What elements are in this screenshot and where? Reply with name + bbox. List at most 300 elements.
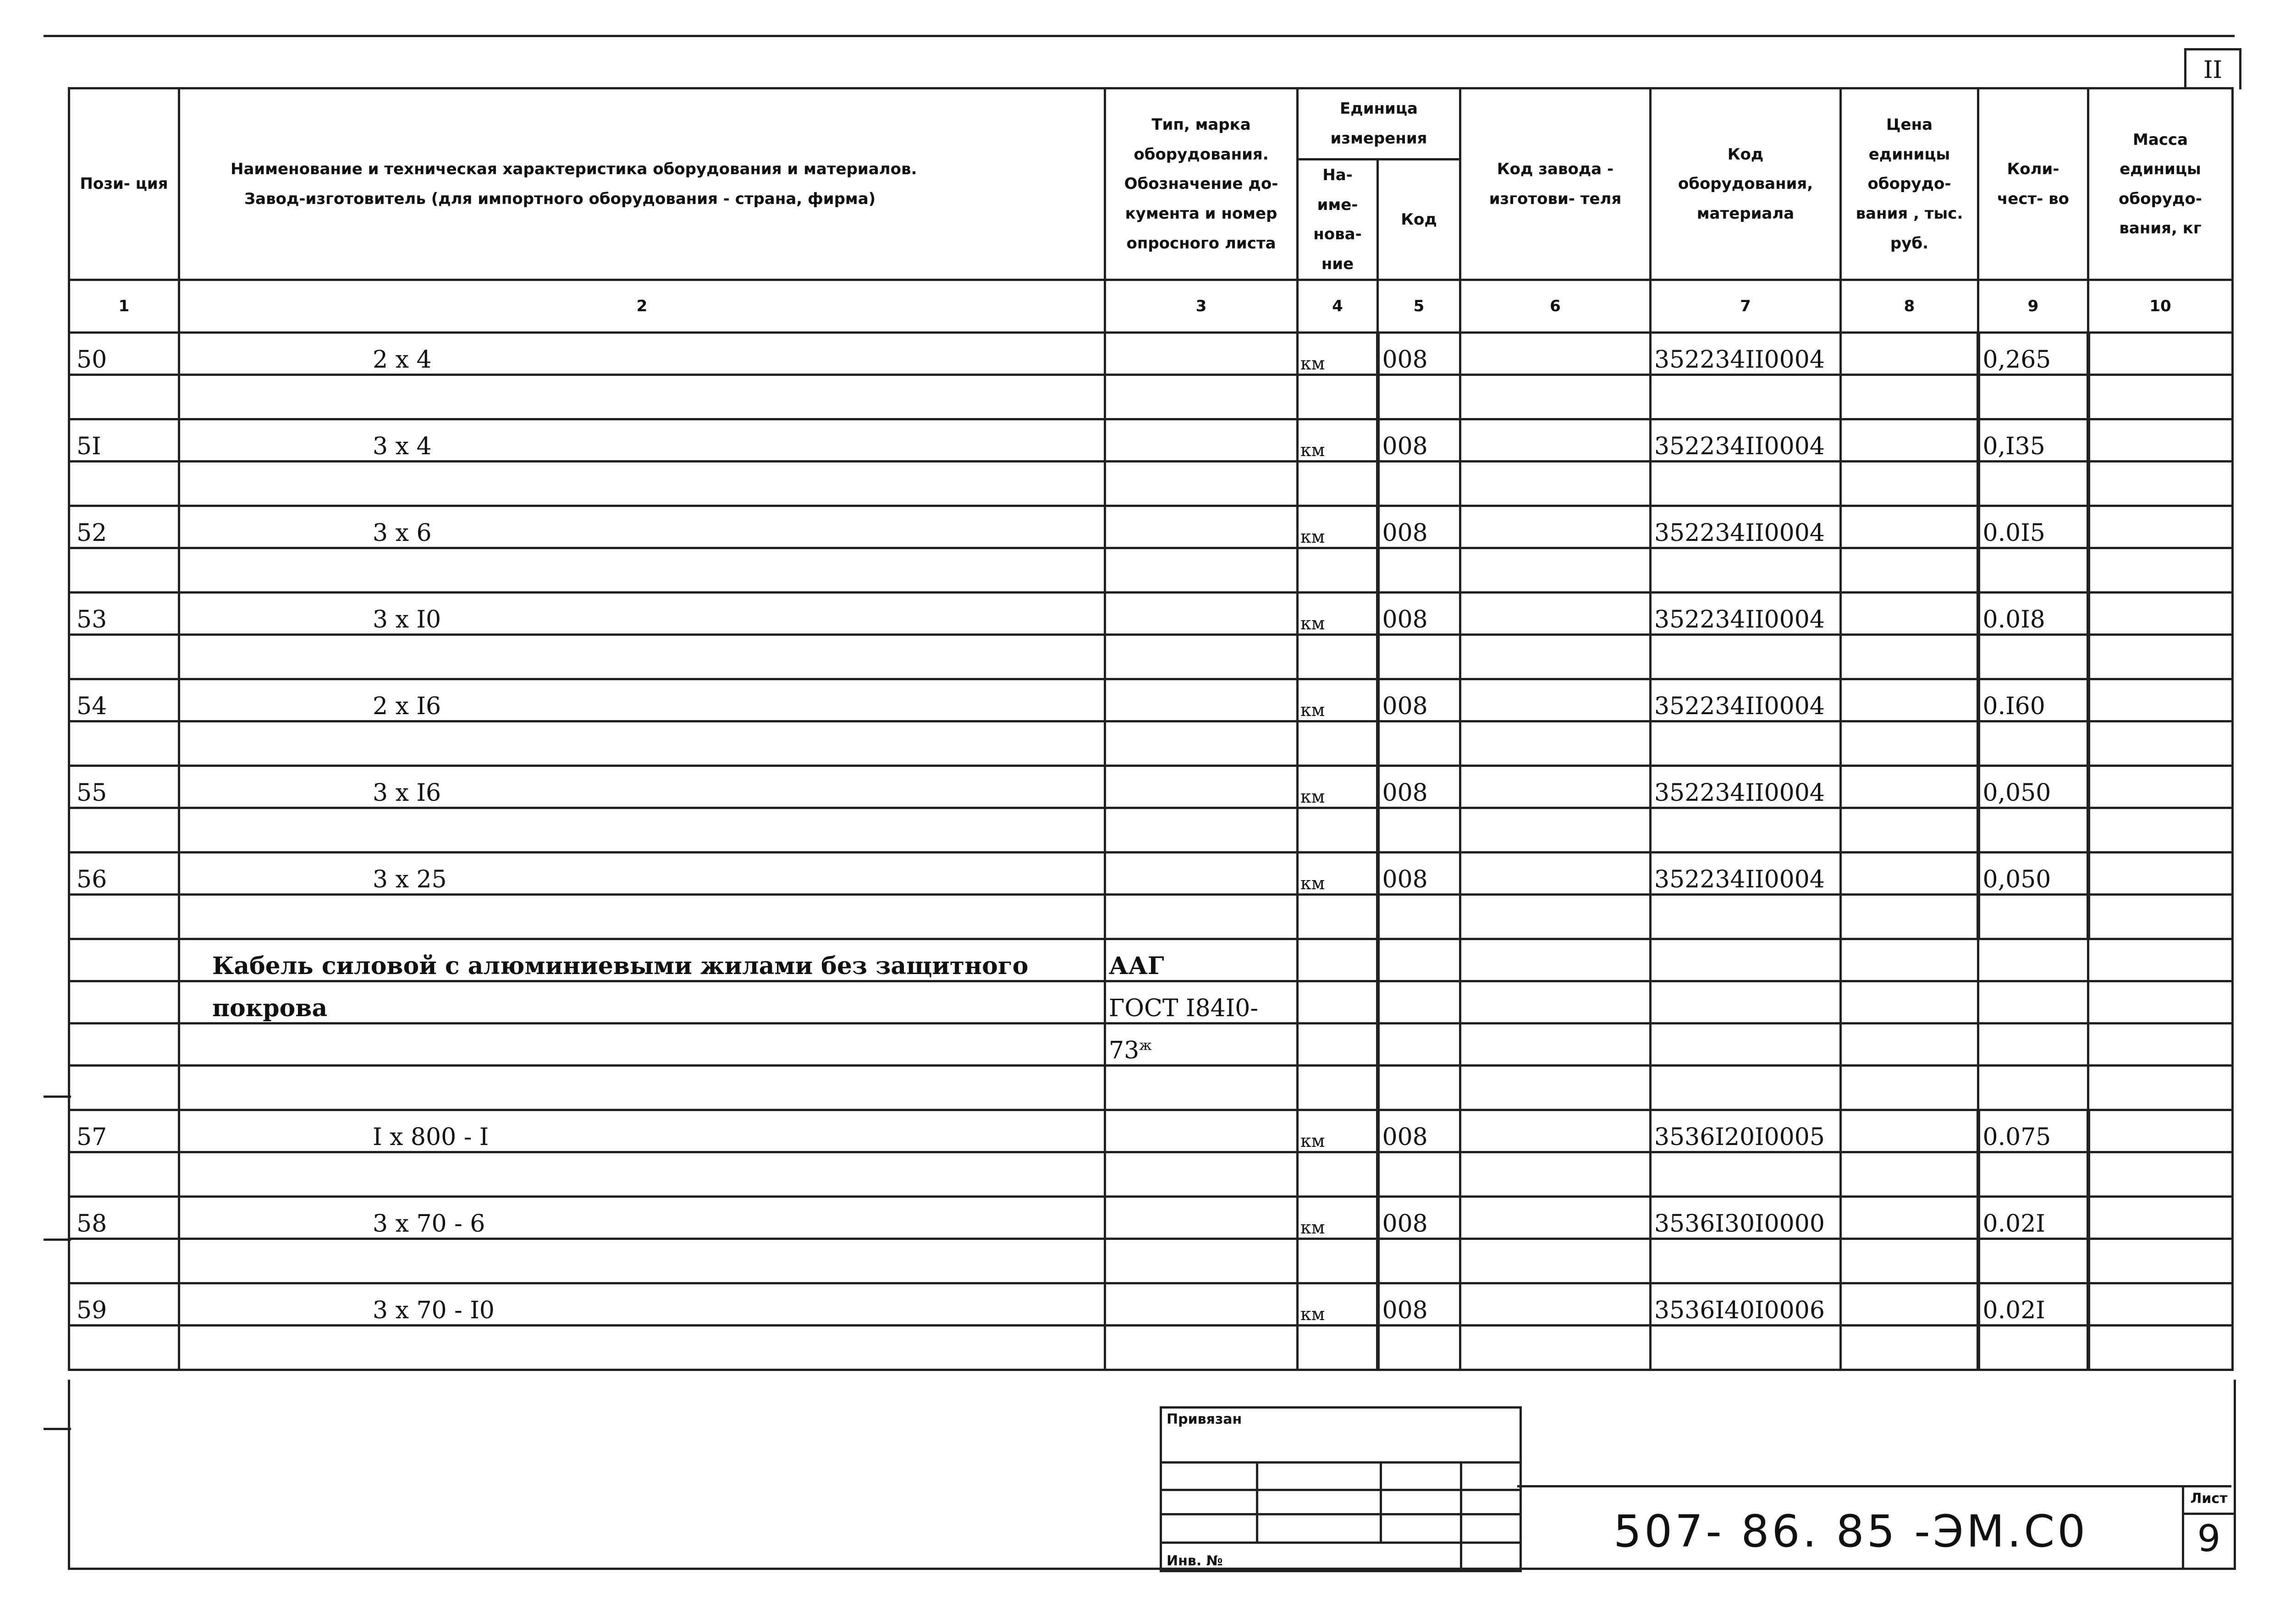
table-cell (2088, 1110, 2233, 1152)
table-cell (69, 1066, 179, 1110)
table-cell (1105, 1110, 1298, 1152)
table-cell (69, 895, 179, 939)
column-number: 2 (179, 280, 1105, 333)
table-cell (1105, 462, 1298, 506)
header-quantity: Коли- чест- во (1978, 88, 2088, 280)
row-size: 3 x 70 - I0 (179, 1283, 1105, 1326)
cable-group-type-line1: ААГ (1105, 939, 1298, 981)
table-cell (1978, 1152, 2088, 1197)
row-unit-name: км (1298, 419, 1378, 462)
table-cell (1841, 853, 1978, 895)
table-row (69, 419, 2233, 462)
table-cell (1841, 593, 1978, 635)
table-cell (1651, 721, 1841, 766)
header-name-line2: Завод-изготовитель (для импортного оборудования - страна, фирма) (244, 189, 876, 208)
row-size: I x 800 - I (179, 1110, 1105, 1152)
row-size: 3 x 6 (179, 506, 1105, 548)
table-cell (1841, 635, 1978, 679)
stamp-bound-label: Привязан (1167, 1411, 1242, 1427)
table-cell (1841, 1110, 1978, 1152)
table-cell (1298, 939, 1378, 981)
column-number: 3 (1105, 280, 1298, 333)
title-block-line (1517, 1485, 2231, 1487)
table-cell (2088, 939, 2233, 981)
table-cell (1841, 419, 1978, 462)
table-cell (69, 375, 179, 419)
binding-stamp (1160, 1406, 1522, 1572)
table-cell (1460, 1197, 1651, 1239)
table-cell (2088, 1024, 2233, 1066)
stamp-line (1162, 1513, 1520, 1515)
row-unit-code: 008 (1378, 333, 1460, 375)
header-position: Пози- ция (69, 88, 179, 280)
table-cell (1298, 1066, 1378, 1110)
table-cell (1651, 808, 1841, 853)
row-unit-name: км (1298, 1110, 1378, 1152)
column-number: 5 (1378, 280, 1460, 333)
row-item-code: 3536I30I0000 (1651, 1197, 1841, 1239)
table-cell (1378, 1152, 1460, 1197)
table-cell (1978, 1024, 2088, 1066)
row-item-code: 3536I20I0005 (1651, 1110, 1841, 1152)
row-unit-code: 008 (1378, 853, 1460, 895)
table-cell (1651, 462, 1841, 506)
table-cell (1378, 981, 1460, 1024)
table-cell (1460, 506, 1651, 548)
table-cell (1298, 548, 1378, 593)
table-cell (1298, 895, 1378, 939)
row-size: 2 x I6 (179, 679, 1105, 721)
row-position: 52 (69, 506, 179, 548)
table-cell (1460, 1066, 1651, 1110)
row-position: 56 (69, 853, 179, 895)
margin-tick (44, 1428, 71, 1430)
table-row-spacer (69, 375, 2233, 419)
cable-rows-group-a (69, 333, 2233, 939)
row-quantity: 0.02I (1978, 1283, 2088, 1326)
table-cell (1978, 1326, 2088, 1370)
table-cell (1841, 1283, 1978, 1326)
row-position: 57 (69, 1110, 179, 1152)
table-row (69, 853, 2233, 895)
table-cell (1298, 1024, 1378, 1066)
document-code: 507- 86. 85 -ЭМ.С0 (1613, 1506, 2088, 1557)
table-cell (179, 1239, 1105, 1283)
table-cell (1460, 333, 1651, 375)
table-cell (69, 721, 179, 766)
cable-group-type-line2: ГОСТ I84I0- (1105, 981, 1298, 1024)
stamp-line (1380, 1461, 1382, 1541)
row-size: 3 x I6 (179, 766, 1105, 808)
table-cell (1978, 808, 2088, 853)
gost-year: 73 (1109, 1037, 1140, 1065)
row-position: 59 (69, 1283, 179, 1326)
row-size: 3 x I0 (179, 593, 1105, 635)
stamp-inventory-label: Инв. № (1167, 1553, 1223, 1569)
table-cell (1651, 939, 1841, 981)
header-maker-code: Код завода - изготови- теля (1460, 88, 1651, 280)
table-cell (1978, 721, 2088, 766)
table-cell (1105, 333, 1298, 375)
table-cell (1105, 1239, 1298, 1283)
stamp-line (1162, 1461, 1520, 1464)
row-item-code: 352234II0004 (1651, 853, 1841, 895)
row-position: 55 (69, 766, 179, 808)
row-quantity: 0,050 (1978, 853, 2088, 895)
column-number: 7 (1651, 280, 1841, 333)
table-cell (1378, 548, 1460, 593)
table-cell (1841, 462, 1978, 506)
table-cell (69, 1326, 179, 1370)
table-cell (1841, 721, 1978, 766)
row-size: 3 x 4 (179, 419, 1105, 462)
table-row (69, 506, 2233, 548)
row-size: 3 x 70 - 6 (179, 1197, 1105, 1239)
table-cell (1841, 679, 1978, 721)
table-cell (1841, 375, 1978, 419)
table-row (69, 679, 2233, 721)
row-position: 50 (69, 333, 179, 375)
stamp-line (1256, 1461, 1258, 1541)
table-cell (1460, 981, 1651, 1024)
cable-group-type-line3 (1105, 1024, 1298, 1066)
row-quantity: 0,265 (1978, 333, 2088, 375)
table-cell (69, 981, 179, 1024)
table-cell (2088, 333, 2233, 375)
cable-group-name-line1: Кабель силовой с алюминиевыми жилами без защитного (179, 939, 1105, 981)
table-cell (1460, 419, 1651, 462)
table-row-spacer (69, 1152, 2233, 1197)
table-cell (1378, 1239, 1460, 1283)
row-item-code: 352234II0004 (1651, 419, 1841, 462)
table-cell (1978, 548, 2088, 593)
table-cell (1105, 419, 1298, 462)
table-cell (1298, 1326, 1378, 1370)
table-row (69, 1197, 2233, 1239)
table-cell (179, 1024, 1105, 1066)
cable-group-heading (69, 939, 2233, 1110)
row-unit-name: км (1298, 766, 1378, 808)
table-cell (2088, 808, 2233, 853)
row-unit-code: 008 (1378, 419, 1460, 462)
column-number: 8 (1841, 280, 1978, 333)
table-cell (1841, 808, 1978, 853)
table-cell (1841, 1326, 1978, 1370)
row-size: 3 x 25 (179, 853, 1105, 895)
table-cell (1105, 593, 1298, 635)
table-cell (1841, 1239, 1978, 1283)
table-cell (1105, 1283, 1298, 1326)
gost-mark: ж (1139, 1038, 1152, 1054)
row-item-code: 352234II0004 (1651, 333, 1841, 375)
table-cell (69, 1024, 179, 1066)
table-cell (1841, 895, 1978, 939)
table-cell (1460, 721, 1651, 766)
header-item-code: Код оборудования, материала (1651, 88, 1841, 280)
table-cell (1841, 333, 1978, 375)
table-cell (179, 1152, 1105, 1197)
column-number: 1 (69, 280, 179, 333)
table-cell (1460, 1152, 1651, 1197)
table-cell (1105, 506, 1298, 548)
table-cell (69, 635, 179, 679)
table-cell (1460, 895, 1651, 939)
table-cell (1460, 1110, 1651, 1152)
table-cell (69, 462, 179, 506)
stamp-line (1460, 1461, 1462, 1570)
table-row-spacer (69, 1239, 2233, 1283)
table-cell (179, 1066, 1105, 1110)
header-price: Цена единицы оборудо- вания , тыс. руб. (1841, 88, 1978, 280)
table-cell (1460, 593, 1651, 635)
row-position: 58 (69, 1197, 179, 1239)
table-cell (2088, 721, 2233, 766)
table-cell (1978, 462, 2088, 506)
table-cell (1105, 853, 1298, 895)
table-cell (1378, 1024, 1460, 1066)
header-type: Тип, марка оборудования. Обозначение до- кумента и номер опросного листа (1105, 88, 1298, 280)
table-cell (2088, 1152, 2233, 1197)
table-cell (1460, 1326, 1651, 1370)
row-unit-name: км (1298, 333, 1378, 375)
table-cell (1978, 1066, 2088, 1110)
row-unit-code: 008 (1378, 1197, 1460, 1239)
header-unit-group: Единица измерения (1298, 88, 1460, 160)
row-position: 53 (69, 593, 179, 635)
cable-rows-group-b (69, 1110, 2233, 1370)
table-cell (69, 808, 179, 853)
table-cell (1298, 462, 1378, 506)
table-row-spacer (69, 1326, 2233, 1370)
header-mass: Масса единицы оборудо- вания, кг (2088, 88, 2233, 280)
row-unit-name: км (1298, 506, 1378, 548)
table-cell (1105, 635, 1298, 679)
header-name (179, 88, 1105, 280)
row-size: 2 x 4 (179, 333, 1105, 375)
table-cell (1460, 548, 1651, 593)
specification-table (68, 87, 2234, 1371)
table-cell (1378, 462, 1460, 506)
table-cell (1460, 462, 1651, 506)
table-cell (1651, 1066, 1841, 1110)
table-cell (1378, 939, 1460, 981)
margin-tick (44, 1239, 71, 1241)
table-cell (2088, 419, 2233, 462)
table-cell (1378, 1326, 1460, 1370)
sheet-label: Лист (2184, 1485, 2234, 1515)
table-row-spacer (69, 721, 2233, 766)
table-cell (1298, 1152, 1378, 1197)
table-cell (1841, 981, 1978, 1024)
table-cell (1105, 721, 1298, 766)
row-unit-code: 008 (1378, 1110, 1460, 1152)
table-cell (2088, 895, 2233, 939)
table-cell (1460, 808, 1651, 853)
table-cell (1651, 981, 1841, 1024)
table-row-spacer (69, 895, 2233, 939)
table-row (69, 766, 2233, 808)
table-cell (1651, 1326, 1841, 1370)
row-position: 5I (69, 419, 179, 462)
table-cell (179, 462, 1105, 506)
table-cell (2088, 1066, 2233, 1110)
table-cell (1460, 679, 1651, 721)
table-cell (1105, 375, 1298, 419)
table-cell (2088, 981, 2233, 1024)
table-cell (1378, 1066, 1460, 1110)
table-cell (1298, 981, 1378, 1024)
table-row (69, 1283, 2233, 1326)
table-row-spacer (69, 548, 2233, 593)
stamp-line (1162, 1541, 1520, 1544)
table-cell (2088, 593, 2233, 635)
table-cell (1841, 1197, 1978, 1239)
table-cell (1460, 375, 1651, 419)
table-cell (69, 1239, 179, 1283)
row-quantity: 0.0I5 (1978, 506, 2088, 548)
table-cell (179, 548, 1105, 593)
row-item-code: 352234II0004 (1651, 766, 1841, 808)
table-cell (1460, 1024, 1651, 1066)
row-unit-code: 008 (1378, 1283, 1460, 1326)
row-quantity: 0.02I (1978, 1197, 2088, 1239)
table-cell (1460, 1283, 1651, 1326)
table-cell (1378, 721, 1460, 766)
table-row (69, 593, 2233, 635)
table-cell (69, 548, 179, 593)
table-row-spacer (69, 462, 2233, 506)
table-cell (2088, 766, 2233, 808)
table-cell (2088, 679, 2233, 721)
sheet-number: 9 (2197, 1517, 2221, 1560)
table-cell (1378, 895, 1460, 939)
table-cell (1841, 1152, 1978, 1197)
table-cell (2088, 1283, 2233, 1326)
row-position: 54 (69, 679, 179, 721)
row-unit-code: 008 (1378, 679, 1460, 721)
table-cell (2088, 506, 2233, 548)
row-item-code: 3536I40I0006 (1651, 1283, 1841, 1326)
table-cell (1978, 375, 2088, 419)
table-cell (1841, 1024, 1978, 1066)
row-unit-code: 008 (1378, 593, 1460, 635)
row-unit-name: км (1298, 1283, 1378, 1326)
header-unit-name: На- име- нова- ние (1298, 160, 1378, 280)
table-cell (1105, 808, 1298, 853)
table-cell (1105, 766, 1298, 808)
table-cell (1651, 1152, 1841, 1197)
table-cell (1105, 548, 1298, 593)
table-cell (1460, 939, 1651, 981)
table-cell (1841, 766, 1978, 808)
table-cell (2088, 1239, 2233, 1283)
table-cell (1841, 548, 1978, 593)
table-cell (1460, 766, 1651, 808)
table-cell (1651, 895, 1841, 939)
column-number: 9 (1978, 280, 2088, 333)
table-cell (1460, 853, 1651, 895)
row-quantity: 0,I35 (1978, 419, 2088, 462)
table-cell (1651, 635, 1841, 679)
table-cell (1978, 895, 2088, 939)
frame-top-line (44, 35, 2235, 37)
cable-group-name-line2: покрова (179, 981, 1105, 1024)
table-cell (1841, 506, 1978, 548)
table-cell (1105, 1326, 1298, 1370)
sheet-number-box (2182, 1485, 2234, 1568)
table-cell (1378, 375, 1460, 419)
row-quantity: 0.I60 (1978, 679, 2088, 721)
table-cell (1651, 1024, 1841, 1066)
table-cell (1378, 635, 1460, 679)
column-number: 10 (2088, 280, 2233, 333)
table-cell (1105, 1152, 1298, 1197)
row-unit-name: км (1298, 679, 1378, 721)
table-cell (1460, 635, 1651, 679)
table-cell (1298, 721, 1378, 766)
header-name-line1: Наименование и техническая характеристика оборудования и материалов. (231, 160, 917, 179)
table-cell (1841, 939, 1978, 981)
table-cell (179, 895, 1105, 939)
table-cell (1460, 1239, 1651, 1283)
row-item-code: 352234II0004 (1651, 679, 1841, 721)
table-cell (179, 1326, 1105, 1370)
table-cell (1105, 1066, 1298, 1110)
column-number: 6 (1460, 280, 1651, 333)
table-cell (179, 721, 1105, 766)
table-cell (1105, 1197, 1298, 1239)
column-number: 4 (1298, 280, 1378, 333)
table-cell (179, 635, 1105, 679)
table-cell (1298, 808, 1378, 853)
table-cell (1105, 679, 1298, 721)
table-cell (1651, 1239, 1841, 1283)
row-unit-code: 008 (1378, 506, 1460, 548)
margin-tick (44, 1096, 71, 1098)
table-row-spacer (69, 808, 2233, 853)
row-item-code: 352234II0004 (1651, 506, 1841, 548)
row-unit-name: км (1298, 1197, 1378, 1239)
row-quantity: 0,050 (1978, 766, 2088, 808)
row-unit-name: км (1298, 593, 1378, 635)
header-unit-code: Код (1378, 160, 1460, 280)
table-cell (179, 375, 1105, 419)
table-cell (2088, 462, 2233, 506)
table-cell (2088, 1197, 2233, 1239)
table-cell (1298, 635, 1378, 679)
table-row-spacer (69, 635, 2233, 679)
table-cell (1978, 635, 2088, 679)
table-cell (2088, 375, 2233, 419)
table-cell (1841, 1066, 1978, 1110)
table-cell (2088, 853, 2233, 895)
table-cell (1978, 981, 2088, 1024)
stamp-line (1162, 1489, 1520, 1491)
table-cell (1298, 1239, 1378, 1283)
row-quantity: 0.0I8 (1978, 593, 2088, 635)
table-cell (1978, 939, 2088, 981)
table-cell (1978, 1239, 2088, 1283)
table-cell (1378, 808, 1460, 853)
row-unit-code: 008 (1378, 766, 1460, 808)
table-cell (1651, 375, 1841, 419)
table-row (69, 333, 2233, 375)
sheet-corner-number: II (2184, 48, 2241, 89)
table-cell (1105, 895, 1298, 939)
table-cell (2088, 548, 2233, 593)
table-cell (1651, 548, 1841, 593)
table-cell (1298, 375, 1378, 419)
